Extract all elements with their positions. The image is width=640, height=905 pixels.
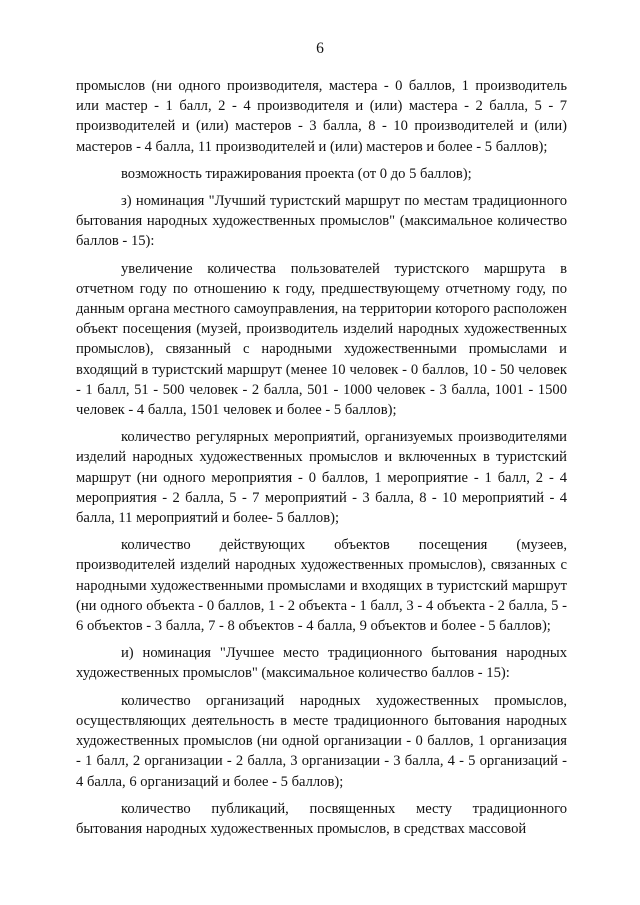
- paragraph-nomination-i: и) номинация "Лучшее место традиционного бытования народных художественных промыслов" (максимальное количество баллов - 15):: [76, 645, 567, 682]
- paragraph-nomination-z: з) номинация "Лучший туристский маршрут по местам традиционного бытования народных художественных промыслов" (максимальное количество баллов - 15):: [76, 193, 567, 250]
- paragraph-publications: количество публикаций, посвященных месту традиционного бытования народных художественных промыслов, в средствах массовой: [76, 800, 567, 837]
- paragraph-regular-events: количество регулярных мероприятий, организуемых производителями изделий народных художественных промыслов и включенных в туристский маршрут (ни одного мероприятия - 0 баллов, 1 мероприятие - 1 балл, 2 - 4 мероприятия - 2 балла, 5 - 7 мероприятий - 3 балла, 8 - 10 мероприятий - 4 балла, 11 мероприятий и более- 5 баллов);: [76, 429, 567, 527]
- paragraph-visit-objects: количество действующих объектов посещения (музеев, производителей изделий народных художественных промыслов), связанных с народными художественными промыслами и входящих в туристский маршрут (ни одного объекта - 0 баллов, 1 - 2 объекта - 1 балл, 3 - 4 объекта - 2 балла, 5 - 6 объектов - 3 балла, 7 - 8 объектов - 4 балла, 9 объектов и более - 5 баллов);: [76, 537, 567, 635]
- paragraph-crafts-producers: промыслов (ни одного производителя, мастера - 0 баллов, 1 производитель или мастер - 1 балл, 2 - 4 производителя и (или) мастера - 2 балла, 5 - 7 производителей и (или) мастеров - 3 балла, 8 - 10 производителей и (или) мастеров - 4 балла, 11 производителей и (или) мастеров и более - 5 баллов);: [76, 78, 567, 155]
- paragraph-organizations: количество организаций народных художественных промыслов, осуществляющих деятельность в месте традиционного бытования народных художественных промыслов (ни одной организации - 0 баллов, 1 организация - 1 балл, 2 организации - 2 балла, 3 организации - 3 балла, 4 - 5 организаций - 4 балла, 6 организаций и более - 5 баллов);: [76, 692, 567, 790]
- page-number: 6: [316, 40, 324, 57]
- paragraph-replication: возможность тиражирования проекта (от 0 до 5 баллов);: [121, 165, 472, 182]
- document-body: [76, 76, 567, 846]
- paragraph-route-users: увеличение количества пользователей туристского маршрута в отчетном году по отношению к году, предшествующему отчетному году, по данным органа местного самоуправления, на территории которого расположен объект посещения (музей, производитель изделий народных художественных промыслов), связанный с народными художественными промыслами и входящий в туристский маршрут (менее 10 человек - 0 баллов, 10 - 50 человек - 1 балл, 51 - 500 человек - 2 балла, 501 - 1000 человек - 3 балла, 1001 - 1500 человек - 4 балла, 1501 человек и более - 5 баллов);: [76, 260, 567, 419]
